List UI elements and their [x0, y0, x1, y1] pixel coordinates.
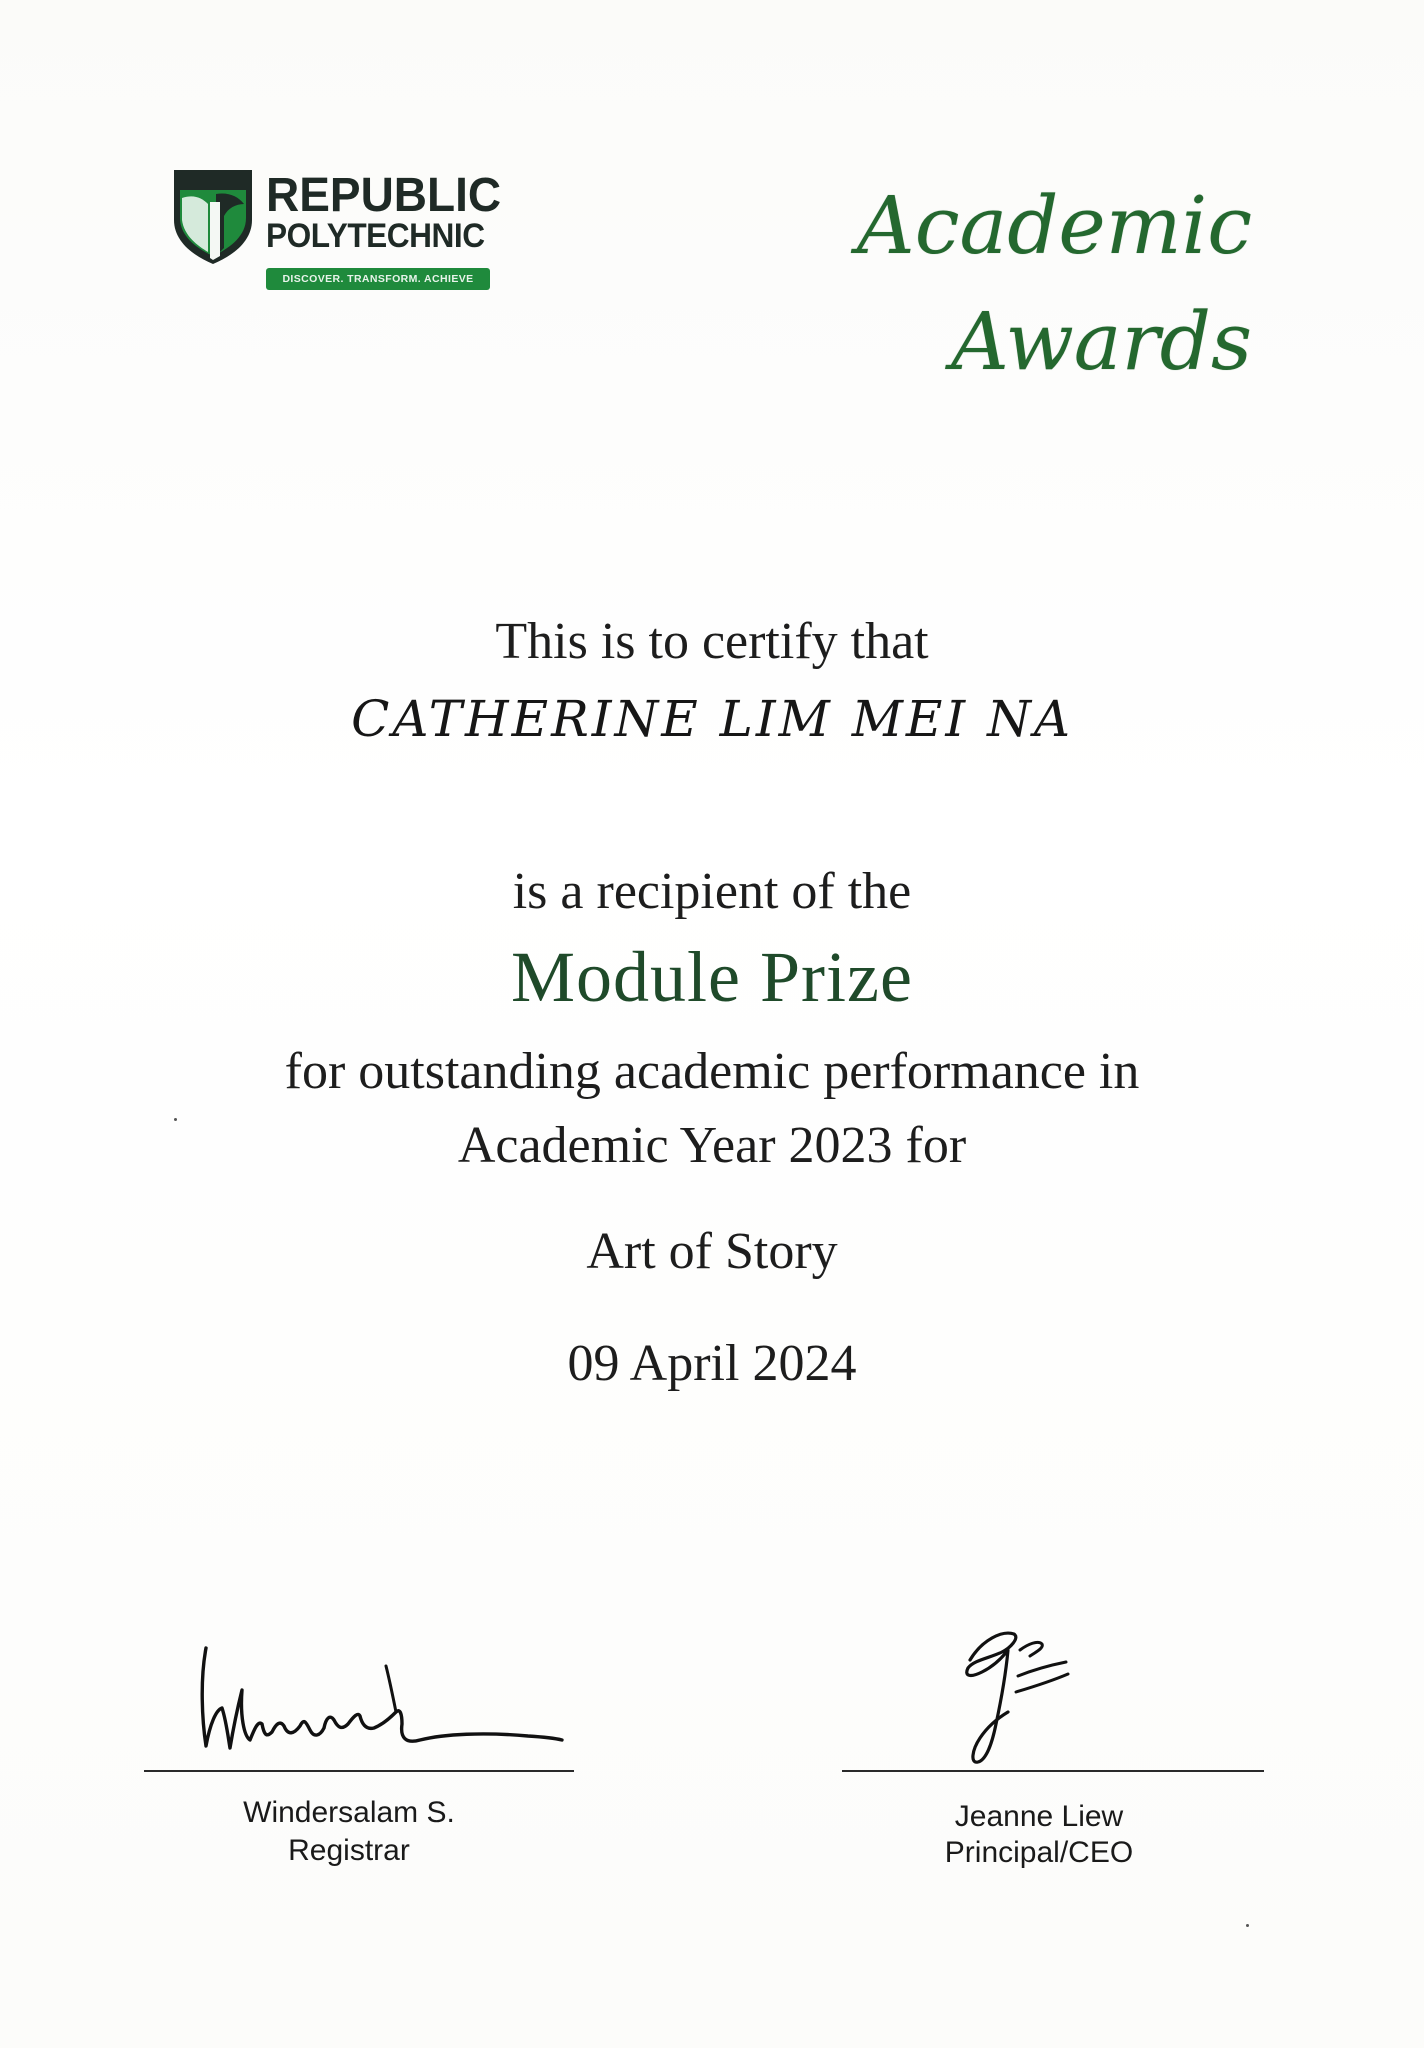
module-name: Art of Story: [586, 1223, 838, 1280]
logo-name-line1: REPUBLIC: [266, 166, 502, 222]
certify-text: This is to certify that: [495, 613, 929, 670]
signatory-name: Windersalam S.: [243, 1796, 455, 1829]
signature-line: [842, 1770, 1264, 1772]
signature-block-principal: [842, 1620, 1264, 1880]
logo-tagline: DISCOVER. TRANSFORM. ACHIEVE: [266, 268, 490, 290]
logo-name-line2: POLYTECHNIC: [266, 217, 485, 255]
logo-wordmark: [266, 166, 502, 255]
academic-year-text: Academic Year 2023 for: [457, 1117, 967, 1174]
principal-signature: [842, 1620, 1264, 1770]
heading-line2: Awards: [951, 295, 1252, 388]
academic-awards-heading: [752, 168, 1252, 400]
signature-block-registrar: [144, 1620, 574, 1880]
shield-icon: [172, 168, 254, 266]
award-title: Module Prize: [511, 937, 913, 1017]
signatory-title: Registrar: [288, 1834, 410, 1867]
paper-speck: [174, 1118, 177, 1121]
paper-speck: [1246, 1924, 1249, 1927]
signatory-name: Jeanne Liew: [954, 1800, 1124, 1833]
recipient-of-text: is a recipient of the: [512, 863, 912, 920]
award-date: 09 April 2024: [567, 1335, 857, 1392]
republic-polytechnic-logo: [172, 168, 502, 298]
signature-line: [144, 1770, 574, 1772]
registrar-signature: [144, 1620, 574, 1770]
recipient-name: CATHERINE LIM MEI NA: [351, 690, 1073, 748]
signatory-title: Principal/CEO: [944, 1836, 1134, 1869]
performance-text: for outstanding academic performance in: [284, 1043, 1140, 1100]
heading-line1: Academic: [856, 179, 1252, 272]
